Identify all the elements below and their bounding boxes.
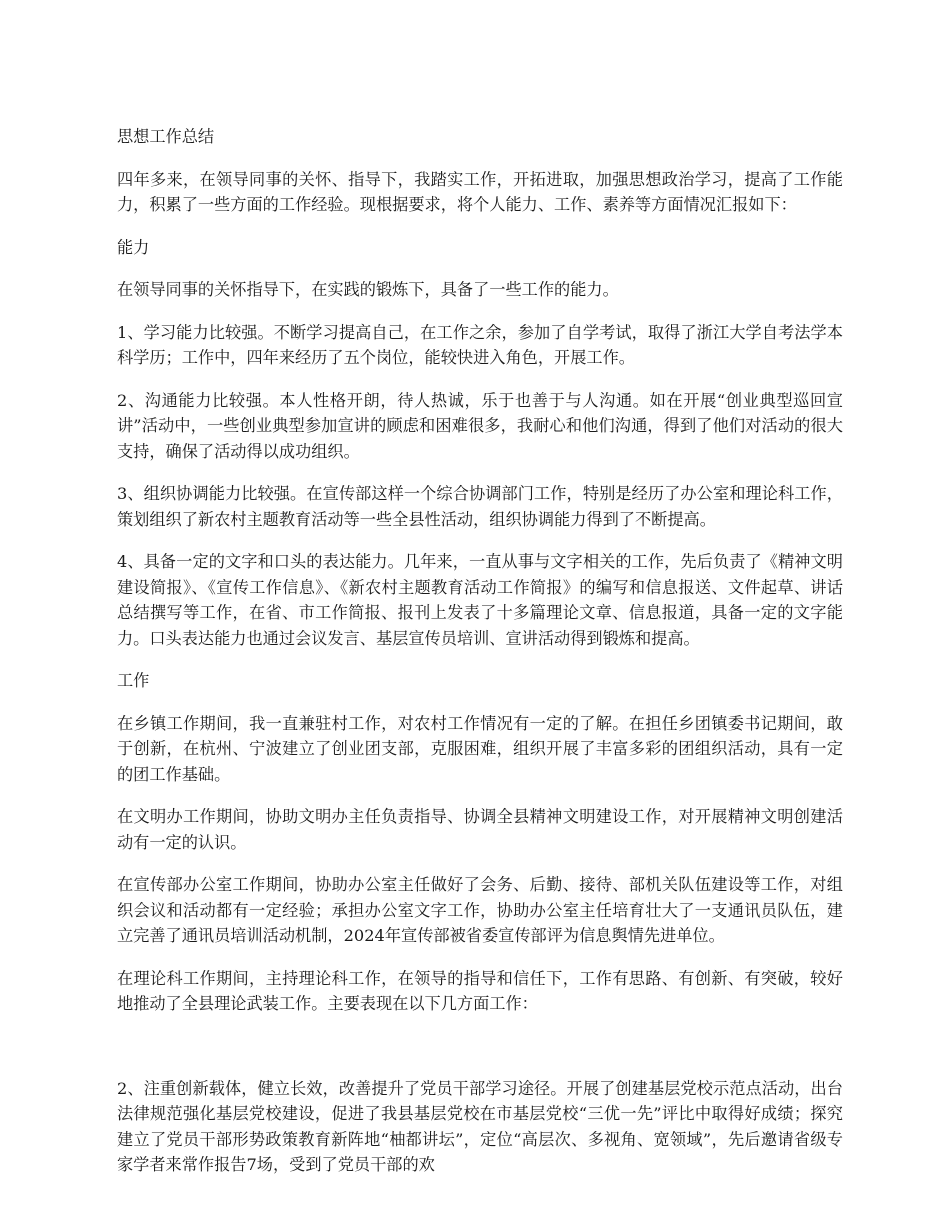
section-heading-work: 工作 <box>117 671 150 690</box>
document-page <box>117 124 843 1195</box>
document-title: 思想工作总结 <box>117 127 215 146</box>
ability-item-1: 1、学习能力比较强。不断学习提高自己，在工作之余，参加了自学考试，取得了浙江大学自考法学本科学历；工作中，四年来经历了五个岗位，能较快进入角色，开展工作。 <box>117 322 843 367</box>
work-paragraph-theory-section: 在理论科工作期间，主持理论科工作，在领导的指导和信任下，工作有思路、有创新、有突破，较好地推动了全县理论武装工作。主要表现在以下几方面工作： <box>117 968 843 1013</box>
ability-intro-paragraph: 在领导同事的关怀指导下，在实践的锻炼下，具备了一些工作的能力。 <box>117 280 619 299</box>
section-heading-ability: 能力 <box>117 237 150 257</box>
intro-paragraph: 四年多来，在领导同事的关怀、指导下，我踏实工作，开拓进取，加强思想政治学习，提高了工作能力，积累了一些方面的工作经验。现根据要求，将个人能力、工作、素养等方面情况汇报如下： <box>117 169 843 214</box>
work-paragraph-township: 在乡镇工作期间，我一直兼驻村工作，对农村工作情况有一定的了解。在担任乡团镇委书记期间，敢于创新，在杭州、宁波建立了创业团支部，克服困难，组织开展了丰富多彩的团组织活动，具有一定的团工作基础。 <box>117 713 843 784</box>
ability-item-2: 2、沟通能力比较强。本人性格开朗，待人热诚，乐于也善于与人沟通。如在开展“创业典型巡回宣讲”活动中，一些创业典型参加宣讲的顾虑和困难很多，我耐心和他们沟通，得到了他们对活动的很大支持，确保了活动得以成功组织。 <box>117 390 843 461</box>
work-paragraph-propaganda-office: 在宣传部办公室工作期间，协助办公室主任做好了会务、后勤、接待、部机关队伍建设等工作，对组织会议和活动都有一定经验；承担办公室文字工作，协助办公室主任培育壮大了一支通讯员队伍，建立完善了通讯员培训活动机制，2024年宣传部被省委宣传部评为信息舆情先进单位。 <box>117 875 843 945</box>
work-paragraph-civilization-office: 在文明办工作期间，协助文明办主任负责指导、协调全县精神文明建设工作，对开展精神文明创建活动有一定的认识。 <box>117 807 843 852</box>
ability-item-4: 4、具备一定的文字和口头的表达能力。几年来，一直从事与文字相关的工作，先后负责了《精神文明建设简报》、《宣传工作信息》、《新农村主题教育活动工作简报》的编写和信息报送、文件起草、讲话总结撰写等工作，在省、市工作简报、报刊上发表了十多篇理论文章、信息报道，具备一定的文字能力。口头表达能力也通过会议发言、基层宣传员培训、宣讲活动得到锻炼和提高。 <box>117 552 843 648</box>
ability-item-3: 3、组织协调能力比较强。在宣传部这样一个综合协调部门工作，特别是经历了办公室和理论科工作，策划组织了新农村主题教育活动等一些全县性活动，组织协调能力得到了不断提高。 <box>117 484 843 529</box>
blank-gap <box>117 1034 843 1076</box>
work-item-2: 2、注重创新载体，健立长效，改善提升了党员干部学习途径。开展了创建基层党校示范点活动，出台法律规范强化基层党校建设，促进了我县基层党校在市基层党校“三优一先”评比中取得好成绩；探究建立了党员干部形势政策教育新阵地“柚都讲坛”，定位“高层次、多视角、宽领域”，先后邀请省级专家学者来常作报告7场，受到了党员干部的欢 <box>117 1078 843 1174</box>
